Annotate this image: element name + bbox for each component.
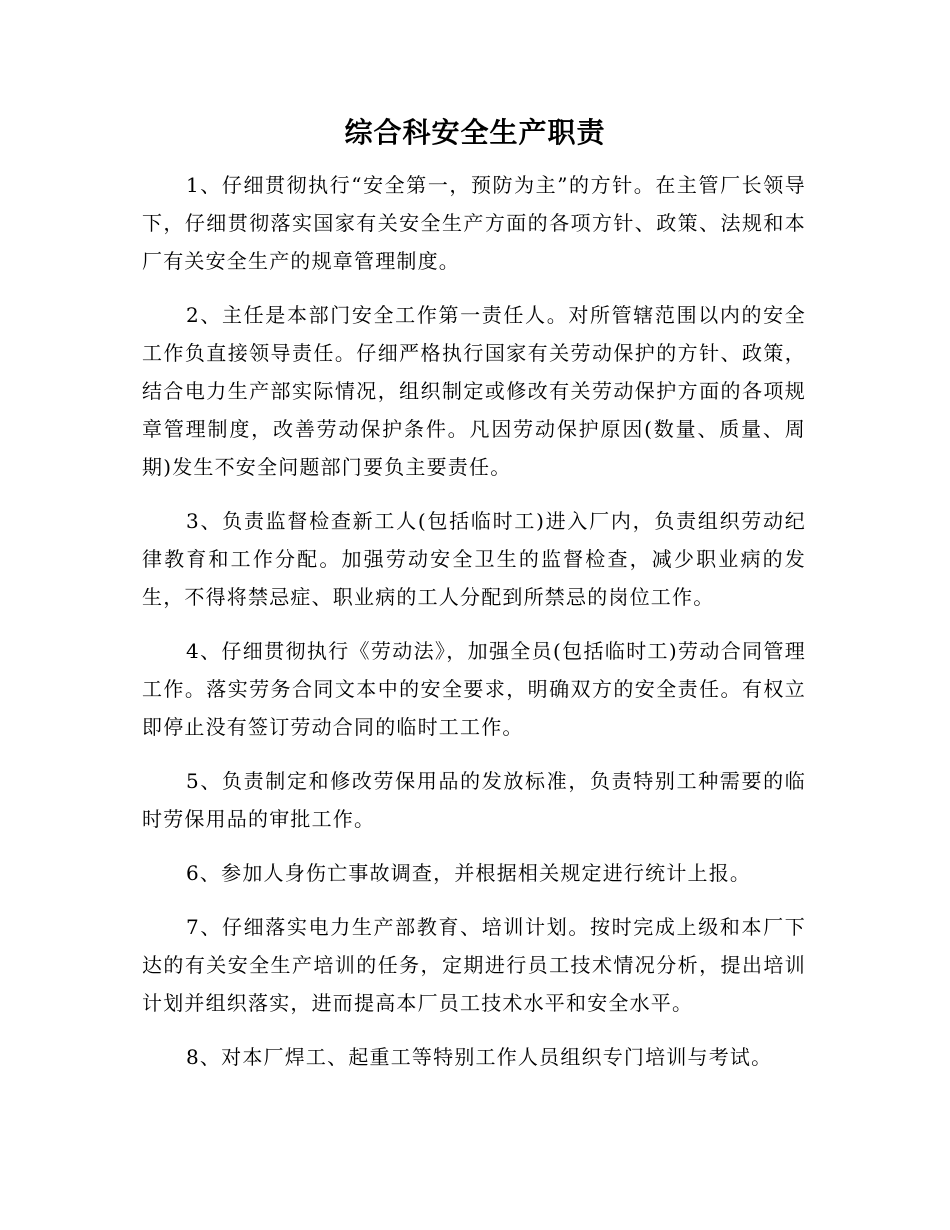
paragraph-5: 5、负责制定和修改劳保用品的发放标准，负责特别工种需要的临时劳保用品的审批工作。 <box>142 769 806 831</box>
paragraph-3: 3、负责监督检查新工人(包括临时工)进入厂内，负责组织劳动纪律教育和工作分配。加强劳动安全卫生的监督检查，减少职业病的发生，不得将禁忌症、职业病的工人分配到所禁忌的岗位工作。 <box>142 509 806 609</box>
paragraph-2: 2、主任是本部门安全工作第一责任人。对所管辖范围以内的安全工作负直接领导责任。仔细严格执行国家有关劳动保护的方针、政策，结合电力生产部实际情况，组织制定或修改有关劳动保护方面的各项规章管理制度，改善劳动保护条件。凡因劳动保护原因(数量、质量、周期)发生不安全问题部门要负主要责任。 <box>142 303 806 479</box>
paragraph-8: 8、对本厂焊工、起重工等特别工作人员组织专门培训与考试。 <box>186 1045 773 1069</box>
paragraph-4: 4、仔细贯彻执行《劳动法》，加强全员(包括临时工)劳动合同管理工作。落实劳务合同文本中的安全要求，明确双方的安全责任。有权立即停止没有签订劳动合同的临时工工作。 <box>142 639 806 739</box>
paragraph-6: 6、参加人身伤亡事故调查，并根据相关规定进行统计上报。 <box>186 861 752 885</box>
paragraph-7: 7、仔细落实电力生产部教育、培训计划。按时完成上级和本厂下达的有关安全生产培训的任务，定期进行员工技术情况分析，提出培训计划并组织落实，进而提高本厂员工技术水平和安全水平。 <box>142 915 806 1015</box>
paragraph-1: 1、仔细贯彻执行“安全第一，预防为主”的方针。在主管厂长领导下，仔细贯彻落实国家有关安全生产方面的各项方针、政策、法规和本厂有关安全生产的规章管理制度。 <box>142 173 806 273</box>
document-body <box>142 166 806 1092</box>
document-title: 综合科安全生产职责 <box>344 116 606 149</box>
